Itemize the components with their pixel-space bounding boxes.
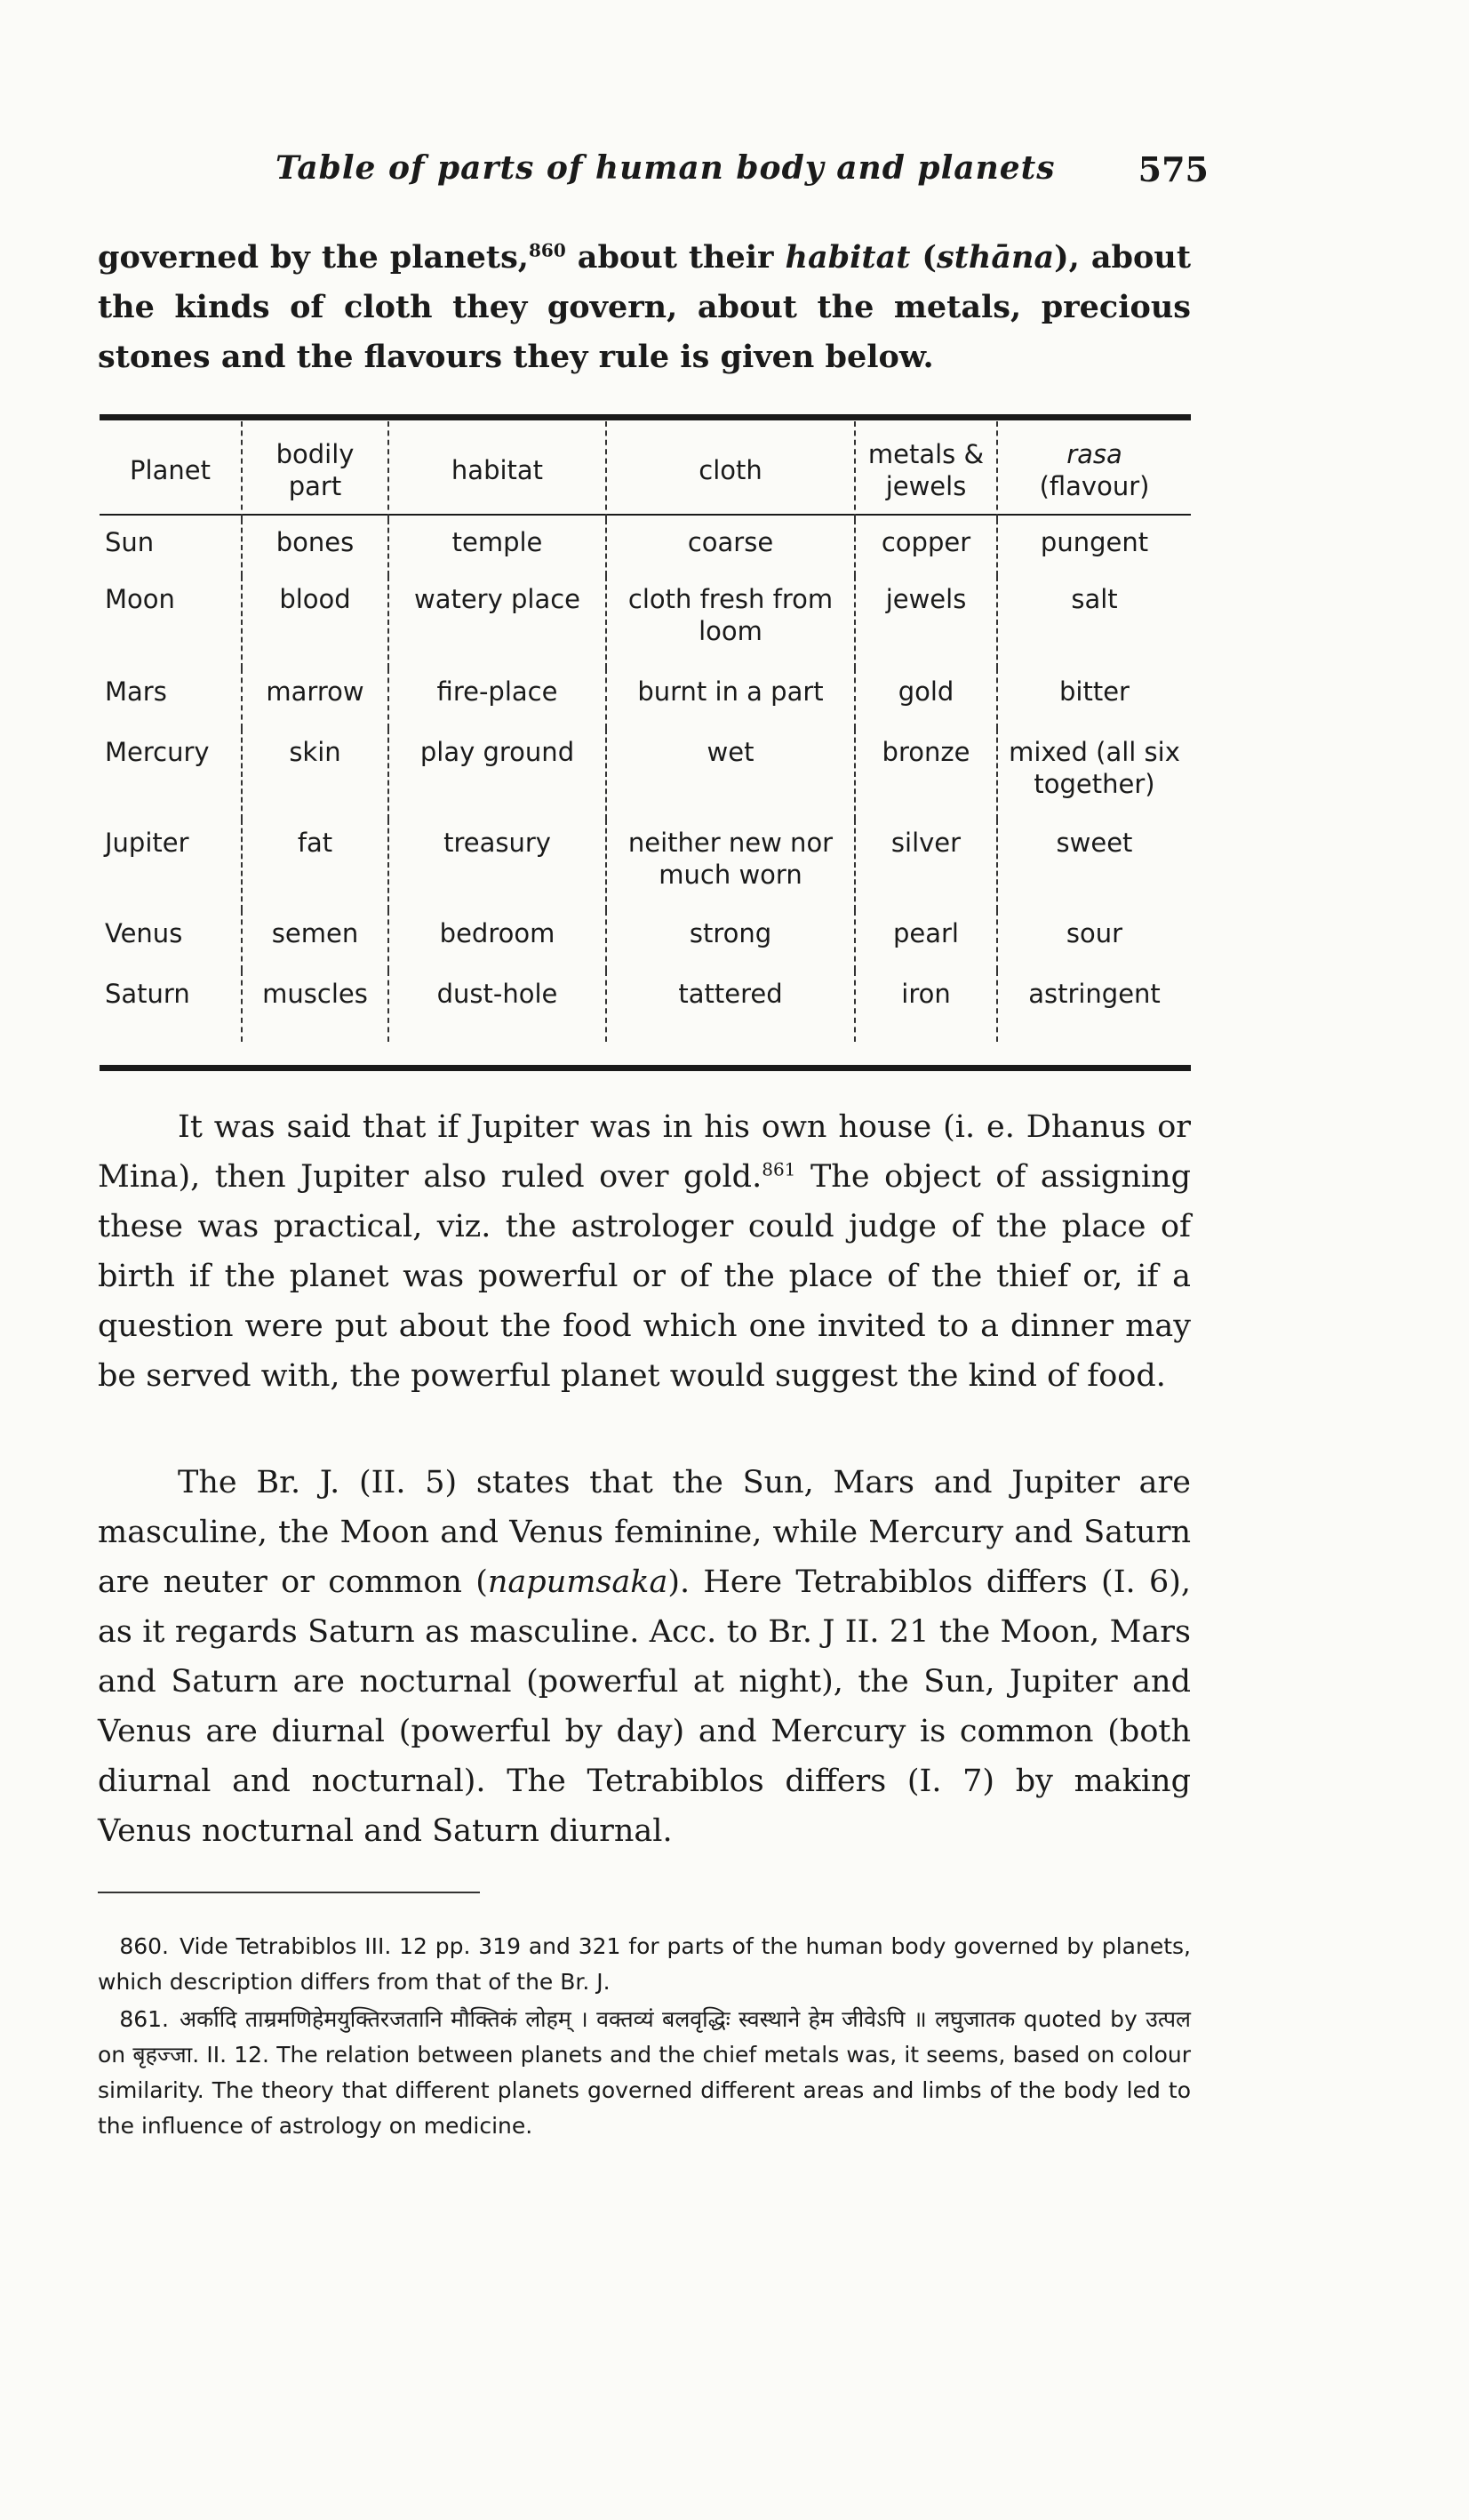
- header-metals-jewels: metals & jewels: [855, 421, 997, 519]
- cell-planet: Venus: [105, 918, 183, 948]
- intro-paragraph: [98, 233, 1191, 382]
- cell-bodily-part: muscles: [242, 971, 388, 1042]
- cell-planet: Mercury: [105, 737, 210, 767]
- header-habitat: habitat: [388, 421, 606, 519]
- cell-habitat: watery place: [388, 576, 606, 668]
- table-row: [100, 820, 1191, 910]
- header-cloth: cloth: [606, 421, 855, 519]
- cell-bodily-part: marrow: [242, 668, 388, 729]
- paragraph-gold: [98, 1102, 1191, 1401]
- cell-metal: jewels: [855, 576, 997, 668]
- cell-cloth: neither new nor much worn: [606, 820, 855, 910]
- table-row: [100, 910, 1191, 971]
- para2-text-a: The Br. J. (II. 5) states that the Sun, Mars and Jupiter are masculine, the Moon and Venus feminine, while Mercury and Saturn are neuter or common (: [98, 1465, 1191, 1600]
- cell-habitat: play ground: [388, 729, 606, 820]
- footnote-rule: [98, 1892, 480, 1893]
- cell-planet: Saturn: [105, 979, 190, 1009]
- cell-rasa: salt: [997, 576, 1191, 668]
- habitat-term: habitat: [785, 239, 911, 276]
- cell-metal: copper: [855, 519, 997, 576]
- table-header-row: [100, 421, 1191, 519]
- footnotes: [98, 1929, 1191, 2146]
- cell-metal: iron: [855, 971, 997, 1042]
- cell-planet: Jupiter: [105, 828, 189, 858]
- footnote-text: Vide Tetrabiblos III. 12 pp. 319 and 321 for parts of the human body governed by planets, which description differs from that of the Br. J.: [98, 1933, 1191, 1995]
- cell-cloth: burnt in a part: [606, 668, 855, 729]
- cell-planet: Moon: [105, 584, 175, 614]
- cell-cloth: cloth fresh from loom: [606, 576, 855, 668]
- header-flavour-word: (flavour): [1039, 471, 1150, 501]
- table-row: [100, 519, 1191, 576]
- intro-text-a: governed by the planets,: [98, 239, 529, 276]
- running-header: [98, 149, 1244, 203]
- cell-bodily-part: semen: [242, 910, 388, 971]
- cell-bodily-part: blood: [242, 576, 388, 668]
- planets-table: [100, 421, 1191, 1042]
- cell-metal: pearl: [855, 910, 997, 971]
- cell-cloth: coarse: [606, 519, 855, 576]
- cell-metal: silver: [855, 820, 997, 910]
- header-rasa-word: rasa: [1066, 439, 1122, 469]
- para2-text-b: ). Here Tetrabiblos differs (I. 6), as it regards Saturn as masculine. Acc. to Br. J II. 21 the Moon, Mars and Saturn are nocturnal (powerful at night), the Sun, Jupiter and Venus are diurnal (powerful by day) and Mercury is common (both diurnal and nocturnal). The Tetrabiblos differs (I. 7) by making Venus nocturnal and Saturn diurnal.: [98, 1564, 1191, 1849]
- footnote-ref-860[interactable]: 860: [529, 239, 566, 261]
- footnote-text: अर्कादि ताम्रमणिहेमयुक्तिरजतानि मौक्तिकं लोहम् । वक्तव्यं बलवृद्धिः स्वस्थाने हेम जीवेऽपि ॥ लघुजातक quoted by उत्पल on बृहज्जा. II. 12. The relation between planets and the chief metals was, it seems, based on colour similarity. The theory that different planets governed different areas and limbs of the body led to the influence of astrology on medicine.: [98, 2006, 1191, 2139]
- cell-habitat: treasury: [388, 820, 606, 910]
- footnote-861: [98, 2002, 1191, 2144]
- cell-cloth: strong: [606, 910, 855, 971]
- cell-habitat: temple: [388, 519, 606, 576]
- cell-metal: bronze: [855, 729, 997, 820]
- cell-planet: Sun: [105, 527, 155, 557]
- sthana-term: sthāna: [937, 239, 1055, 276]
- cell-bodily-part: skin: [242, 729, 388, 820]
- table-top-rule: [100, 414, 1191, 420]
- cell-cloth: wet: [606, 729, 855, 820]
- cell-metal: gold: [855, 668, 997, 729]
- footnote-ref-861[interactable]: 861: [762, 1158, 796, 1180]
- intro-paren: (: [910, 239, 937, 276]
- header-rasa: [997, 421, 1191, 519]
- cell-rasa: pungent: [997, 519, 1191, 576]
- cell-rasa: sour: [997, 910, 1191, 971]
- footnote-number: 861.: [119, 2006, 169, 2032]
- intro-text-c: ), about the kinds of cloth they govern, about the metals, precious stones and the flavours they rule is given below.: [98, 239, 1191, 375]
- header-bodily-part: bodily part: [242, 421, 388, 519]
- paragraph-gender: [98, 1458, 1191, 1856]
- intro-text-b: about their: [565, 239, 786, 276]
- cell-habitat: dust-hole: [388, 971, 606, 1042]
- header-title: Table of parts of human body and planets: [275, 149, 1056, 187]
- cell-rasa: astringent: [997, 971, 1191, 1042]
- cell-cloth: tattered: [606, 971, 855, 1042]
- cell-habitat: bedroom: [388, 910, 606, 971]
- para1-text-a: It was said that if Jupiter was in his own house (i. e. Dhanus or Mina), then Jupiter also ruled over gold.: [98, 1109, 1191, 1195]
- cell-bodily-part: fat: [242, 820, 388, 910]
- cell-planet: Mars: [105, 676, 167, 707]
- table-row: [100, 576, 1191, 668]
- napumsaka-term: napumsaka: [487, 1564, 668, 1600]
- table-row: [100, 971, 1191, 1042]
- cell-habitat: fire-place: [388, 668, 606, 729]
- page-number: 575: [1138, 149, 1209, 189]
- para1-text-b: The object of assigning these was practical, viz. the astrologer could judge of the place of birth if the planet was powerful or of the place of the thief or, if a question were put about the food which one invited to a dinner may be served with, the powerful planet would suggest the kind of food.: [98, 1159, 1191, 1394]
- header-planet: Planet: [130, 455, 211, 485]
- cell-bodily-part: bones: [242, 519, 388, 576]
- table-row: [100, 729, 1191, 820]
- cell-rasa: sweet: [997, 820, 1191, 910]
- cell-rasa: bitter: [997, 668, 1191, 729]
- table-bottom-rule: [100, 1065, 1191, 1071]
- table-row: [100, 668, 1191, 729]
- cell-rasa: mixed (all six together): [997, 729, 1191, 820]
- footnote-number: 860.: [119, 1933, 169, 1959]
- footnote-860: [98, 1929, 1191, 2000]
